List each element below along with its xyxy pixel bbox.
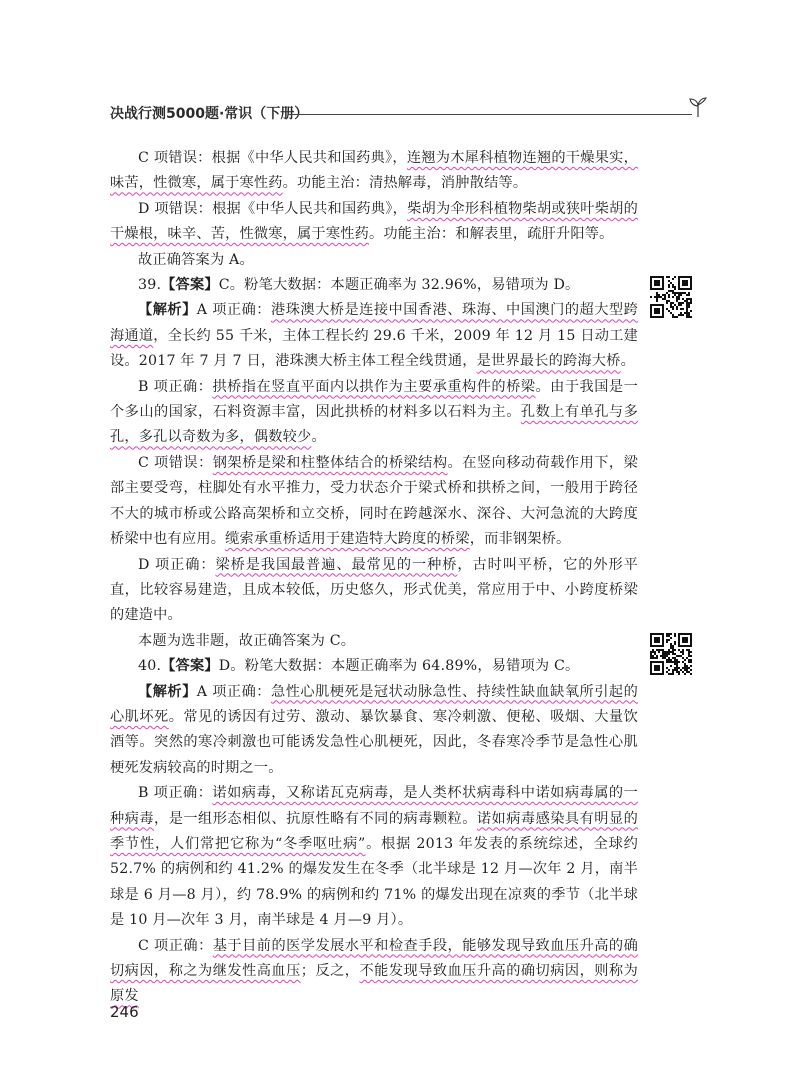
body-text: 。 [311,429,326,446]
highlighted-text: 钢架桥是梁和柱整体结合的桥梁结构 [212,454,448,471]
body-text: A 项正确： [196,302,271,319]
body-text: C。粉笔大数据：本题正确率为 32.96%，易错项为 D。 [218,277,580,294]
highlighted-text: 梁桥是我国最普遍、最常见的一种桥 [215,556,458,573]
body-text: B 项正确： [138,378,213,395]
highlighted-text: 急性心肌梗死是冠状动脉急性、持续性缺血缺氧所引起的心肌坏死 [110,683,638,725]
body-text: C 项正确： [138,937,213,954]
analysis-40-b [110,781,638,933]
body-text: B 项正确： [138,785,213,802]
paragraph-p1 [110,146,638,197]
body-text: 40. [138,658,162,675]
body-text: 。由于我国是一个多山的国家，石料资源丰富，因此拱桥的材料多以石料为主。 [110,378,639,421]
highlighted-text: 连翘为木犀科植物连翘的干燥果实，味苦，性微寒，属于寒性药 [110,150,638,192]
answer-39-line [110,273,638,298]
bracket-label: 【解析】 [138,683,197,700]
qr-code-icon[interactable] [650,276,692,318]
body-text: 本题为选非题，故正确答案为 C。 [138,632,356,649]
body-text: D 项正确： [138,556,216,573]
body-text: 39. [138,277,162,294]
body-text: C 项错误： [138,454,213,471]
body-text: 故正确答案为 A。 [138,251,254,268]
highlighted-text: 柴胡为伞形科植物柴胡或狭叶柴胡的干燥根，味辛、苦，性微寒，属于寒性药 [110,200,638,243]
highlighted-text: 港珠澳大桥是连接中国香港、珠海、中国澳门的超大型跨海通道 [110,302,638,344]
body-text: 。功能主治：清热解毒，消肿散结等。 [282,175,528,192]
page-number: 246 [110,1003,139,1021]
body-text: ，全长约 55 千米，主体工程长约 29.6 千米，2009 年 12 月 15 日动工建设。2017 年 7 月 7 日，港珠澳大桥主体工程全线贯通， [110,327,638,370]
body-text: ；反之， [300,963,360,979]
body-text: 。功能主治：和解表里，疏肝升阳等。 [368,226,614,243]
sprout-leaf-icon [686,95,710,119]
highlighted-text: 孔数上有单孔与多孔，多孔以奇数为多，偶数较少 [110,404,638,446]
highlighted-text: 诺如病毒，又称诺瓦克病毒，是人类杯状病毒科中诺如病毒属的一种病毒 [110,785,638,827]
paragraph-p3 [110,248,638,273]
analysis-39-a [110,298,638,374]
body-text: D 项错误：根据《中华人民共和国药典》， [138,200,408,217]
body-text: 。 [620,353,635,370]
body-text: D。粉笔大数据：本题正确率为 64.89%，易错项为 C。 [218,658,580,675]
analysis-39-c [110,451,638,553]
analysis-40-c [110,934,638,1010]
answer-explanations [110,146,638,1010]
analysis-39-b [110,375,638,451]
bracket-label: 【答案】 [161,277,219,294]
answer-40-line [110,654,638,679]
body-text: ，而非钢架桥。 [469,531,571,548]
conclusion-39 [110,629,638,654]
body-text: A 项正确： [196,683,271,700]
qr-code-icon[interactable] [650,633,692,675]
body-text: 。在竖向移动荷载作用下，梁部主要受弯，柱脚处有水平推力，受力状态介于梁式桥和拱桥之间，一般用于跨径不大的城市桥或公路高架桥和立交桥，同时在跨越深水、深谷、大河急流的大跨度桥梁中也有应用。 [110,454,638,548]
highlighted-text: 拱桥指在竖直平面内以拱作为主要承重构件的桥梁 [212,378,536,395]
analysis-39-d [110,553,638,629]
running-header [110,101,710,125]
body-text: C 项错误：根据《中华人民共和国药典》， [138,150,407,166]
bracket-label: 【解析】 [138,302,197,319]
paragraph-p2 [110,197,638,248]
highlighted-text: 是世界最长的跨海大桥 [476,353,621,370]
analysis-40-a [110,680,638,782]
highlighted-text: 诺如病毒感染具有明显的季节性，人们常把它称为“冬季呕吐病” [110,810,639,852]
header-rule [288,114,692,115]
highlighted-text: 不能发现导致血压升高的确切病因，则称为原发 [110,963,638,1005]
body-text: 。根据 2013 年发表的系统综述，全球约 52.7% 的病例和约 41.2% 的爆发发生在冬季（北半球是 12 月—次年 2 月，南半球是 6 月—8 月），约 78.9% 的病例和约 71% 的爆发出现在凉爽的季节（北半球是 10 月—次年 3 月，南半球是 4 月—9 月）。 [110,835,638,929]
book-title: 决战行测5000题·常识（下册） [110,106,309,122]
highlighted-text: 基于目前的医学发展水平和检查手段，能够发现导致血压升高的确切病因，称之为继发性高血压 [110,937,638,979]
body-text: 。常见的诱因有过劳、激动、暴饮暴食、寒冷刺激、便秘、吸烟、大量饮酒等。突然的寒冷刺激也可能诱发急性心肌梗死，因此，冬春寒冷季节是急性心肌梗死发病较高的时期之一。 [110,708,638,776]
body-text: ，是一组形态相似、抗原性略有不同的病毒颗粒。 [154,810,477,827]
highlighted-text: 缆索承重桥适用于建造特大跨度的桥梁 [225,531,470,548]
bracket-label: 【答案】 [161,658,219,675]
body-text: ，古时叫平桥，它的外形平直，比较容易建造，且成本较低，历史悠久，形式优美，常应用于中、小跨度桥梁的建造中。 [110,556,639,624]
